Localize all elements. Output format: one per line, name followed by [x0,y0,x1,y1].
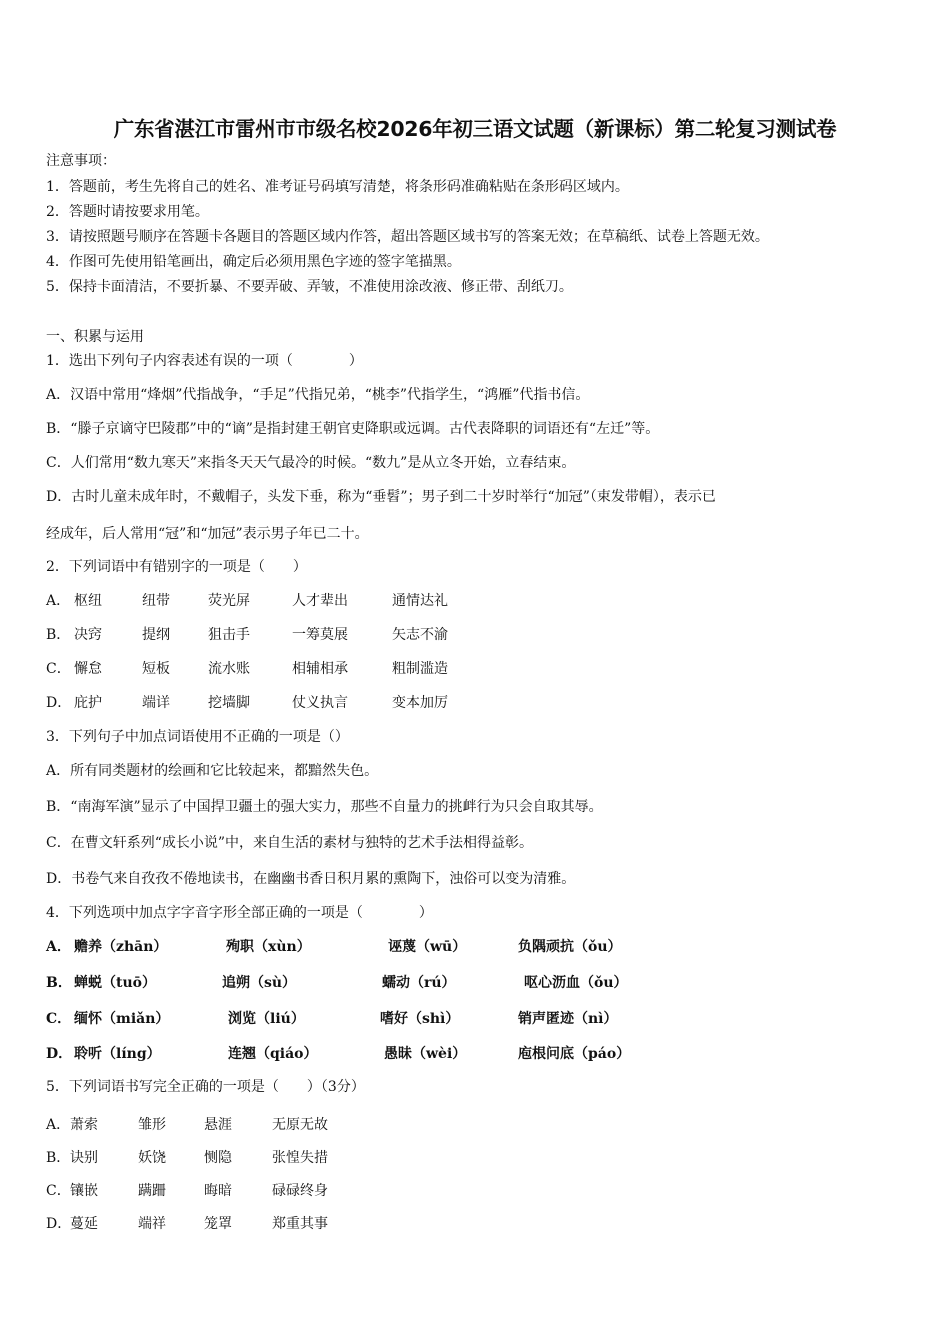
question-1-option-b: B．“滕子京谪守巴陵郡”中的“谪”是指封建王朝官吏降职或远调。古代表降职的词语还有“左迁”等。 [46,421,660,437]
option-word: 决窍 [74,627,102,643]
option-label: B． [46,975,72,991]
option-word: 碌碌终身 [272,1183,328,1199]
option-word: 庇护 [74,695,102,711]
option-word: 蠕动（rú） [382,975,456,991]
option-word: 狙击手 [208,627,250,643]
option-word: 短板 [142,661,170,677]
option-word: 负隅顽抗（ǒu） [518,939,622,955]
option-label: B． [46,627,71,643]
option-word: 嗜好（shì） [380,1011,460,1027]
question-1-option-c: C．人们常用“数九寒天”来指冬天天气最冷的时候。“数九”是从立冬开始，立春结束。 [46,455,576,471]
question-5-stem: 5．下列词语书写完全正确的一项是（ ）（3分） [46,1079,365,1095]
option-word: 追朔（sù） [222,975,297,991]
option-label: A． [46,1117,71,1133]
option-word: 殉职（xùn） [226,939,311,955]
question-3-option-b: B．“南海军演”显示了中国捍卫疆土的强大实力，那些不自量力的挑衅行为只会自取其辱。 [46,799,603,815]
option-word: 诬蔑（wū） [388,939,467,955]
option-word: 粗制滥造 [392,661,448,677]
option-word: 妖饶 [138,1150,166,1166]
option-word: 流水账 [208,661,250,677]
option-word: 缅怀（miǎn） [74,1011,170,1027]
question-3-option-a: A．所有同类题材的绘画和它比较起来，都黯然失色。 [46,763,379,779]
option-label: D． [46,695,72,711]
option-label: D． [46,1046,73,1062]
question-1-option-d-continued: 经成年，后人常用“冠”和“加冠”表示男子年已二十。 [46,526,369,542]
section-heading: 一、积累与运用 [46,329,144,345]
option-label: C． [46,1011,72,1027]
option-word: 张惶失措 [272,1150,328,1166]
option-word: 仗义执言 [292,695,348,711]
option-word: 庖根问底（páo） [518,1046,631,1062]
option-word: 通情达礼 [392,593,448,609]
option-word: 懈怠 [74,661,102,677]
notice-item-2: 2．答题时请按要求用笔。 [46,204,209,220]
option-word: 呕心沥血（ǒu） [524,975,628,991]
option-word: 愚昧（wèi） [384,1046,467,1062]
notice-item-5: 5．保持卡面清洁，不要折暴、不要弄破、弄皱，不准使用涂改液、修正带、刮纸刀。 [46,279,573,295]
option-word: 矢志不渝 [392,627,448,643]
option-word: 挖墙脚 [208,695,250,711]
option-word: 连翘（qiáo） [228,1046,318,1062]
question-3-option-d: D．书卷气来自孜孜不倦地读书，在幽幽书香日积月累的熏陶下，浊俗可以变为清雅。 [46,871,576,887]
question-3-stem: 3．下列句子中加点词语使用不正确的一项是（） [46,729,349,745]
option-word: 蔓延 [70,1216,98,1232]
option-label: B． [46,1150,71,1166]
question-1-option-d: D．古时儿童未成年时，不戴帽子，头发下垂，称为“垂髫”；男子到二十岁时举行“加冠”（束发带帽），表示已 [46,489,716,505]
option-word: 雏形 [138,1117,166,1133]
question-1-stem: 1．选出下列句子内容表述有误的一项（ ） [46,353,363,369]
notice-heading: 注意事项： [46,153,116,169]
question-3-option-c: C．在曹文轩系列“成长小说”中，来自生活的素材与独特的艺术手法相得益彰。 [46,835,534,851]
option-word: 悬涯 [204,1117,232,1133]
notice-item-1: 1．答题前，考生先将自己的姓名、准考证号码填写清楚，将条形码准确粘贴在条形码区域内。 [46,179,629,195]
option-word: 诀别 [70,1150,98,1166]
option-label: C． [46,661,71,677]
option-word: 蝉蜕（tuō） [74,975,156,991]
option-word: 相辅相承 [292,661,348,677]
option-word: 无原无故 [272,1117,328,1133]
option-word: 枢纽 [74,593,102,609]
option-word: 端详 [142,695,170,711]
option-word: 浏览（liú） [228,1011,305,1027]
option-word: 镶嵌 [70,1183,98,1199]
option-word: 赡养（zhān） [74,939,168,955]
option-word: 销声匿迹（nì） [518,1011,618,1027]
option-word: 晦暗 [204,1183,232,1199]
option-word: 变本加厉 [392,695,448,711]
option-word: 蹒跚 [138,1183,166,1199]
option-word: 笼罩 [204,1216,232,1232]
option-word: 人才辈出 [292,593,348,609]
option-word: 提纲 [142,627,170,643]
question-1-option-a: A．汉语中常用“烽烟”代指战争，“手足”代指兄弟，“桃李”代指学生，“鸿雁”代指书信。 [46,387,590,403]
option-label: C． [46,1183,71,1199]
option-label: D． [46,1216,72,1232]
option-word: 一筹莫展 [292,627,348,643]
option-word: 纽带 [142,593,170,609]
option-label: A． [46,593,71,609]
option-word: 萧索 [70,1117,98,1133]
option-word: 郑重其事 [272,1216,328,1232]
question-4-stem: 4．下列选项中加点字字音字形全部正确的一项是（ ） [46,905,433,921]
page-title: 广东省湛江市雷州市市级名校2026年初三语文试题（新课标）第二轮复习测试卷 [113,117,837,141]
option-word: 聆听（líng） [74,1046,161,1062]
question-2-stem: 2．下列词语中有错别字的一项是（ ） [46,559,307,575]
option-word: 端祥 [138,1216,166,1232]
notice-item-3: 3．请按照题号顺序在答题卡各题目的答题区域内作答，超出答题区域书写的答案无效；在草稿纸、试卷上答题无效。 [46,229,769,245]
notice-item-4: 4．作图可先使用铅笔画出，确定后必须用黑色字迹的签字笔描黑。 [46,254,461,270]
option-label: A． [46,939,71,955]
option-word: 恻隐 [204,1150,232,1166]
option-word: 荧光屏 [208,593,250,609]
